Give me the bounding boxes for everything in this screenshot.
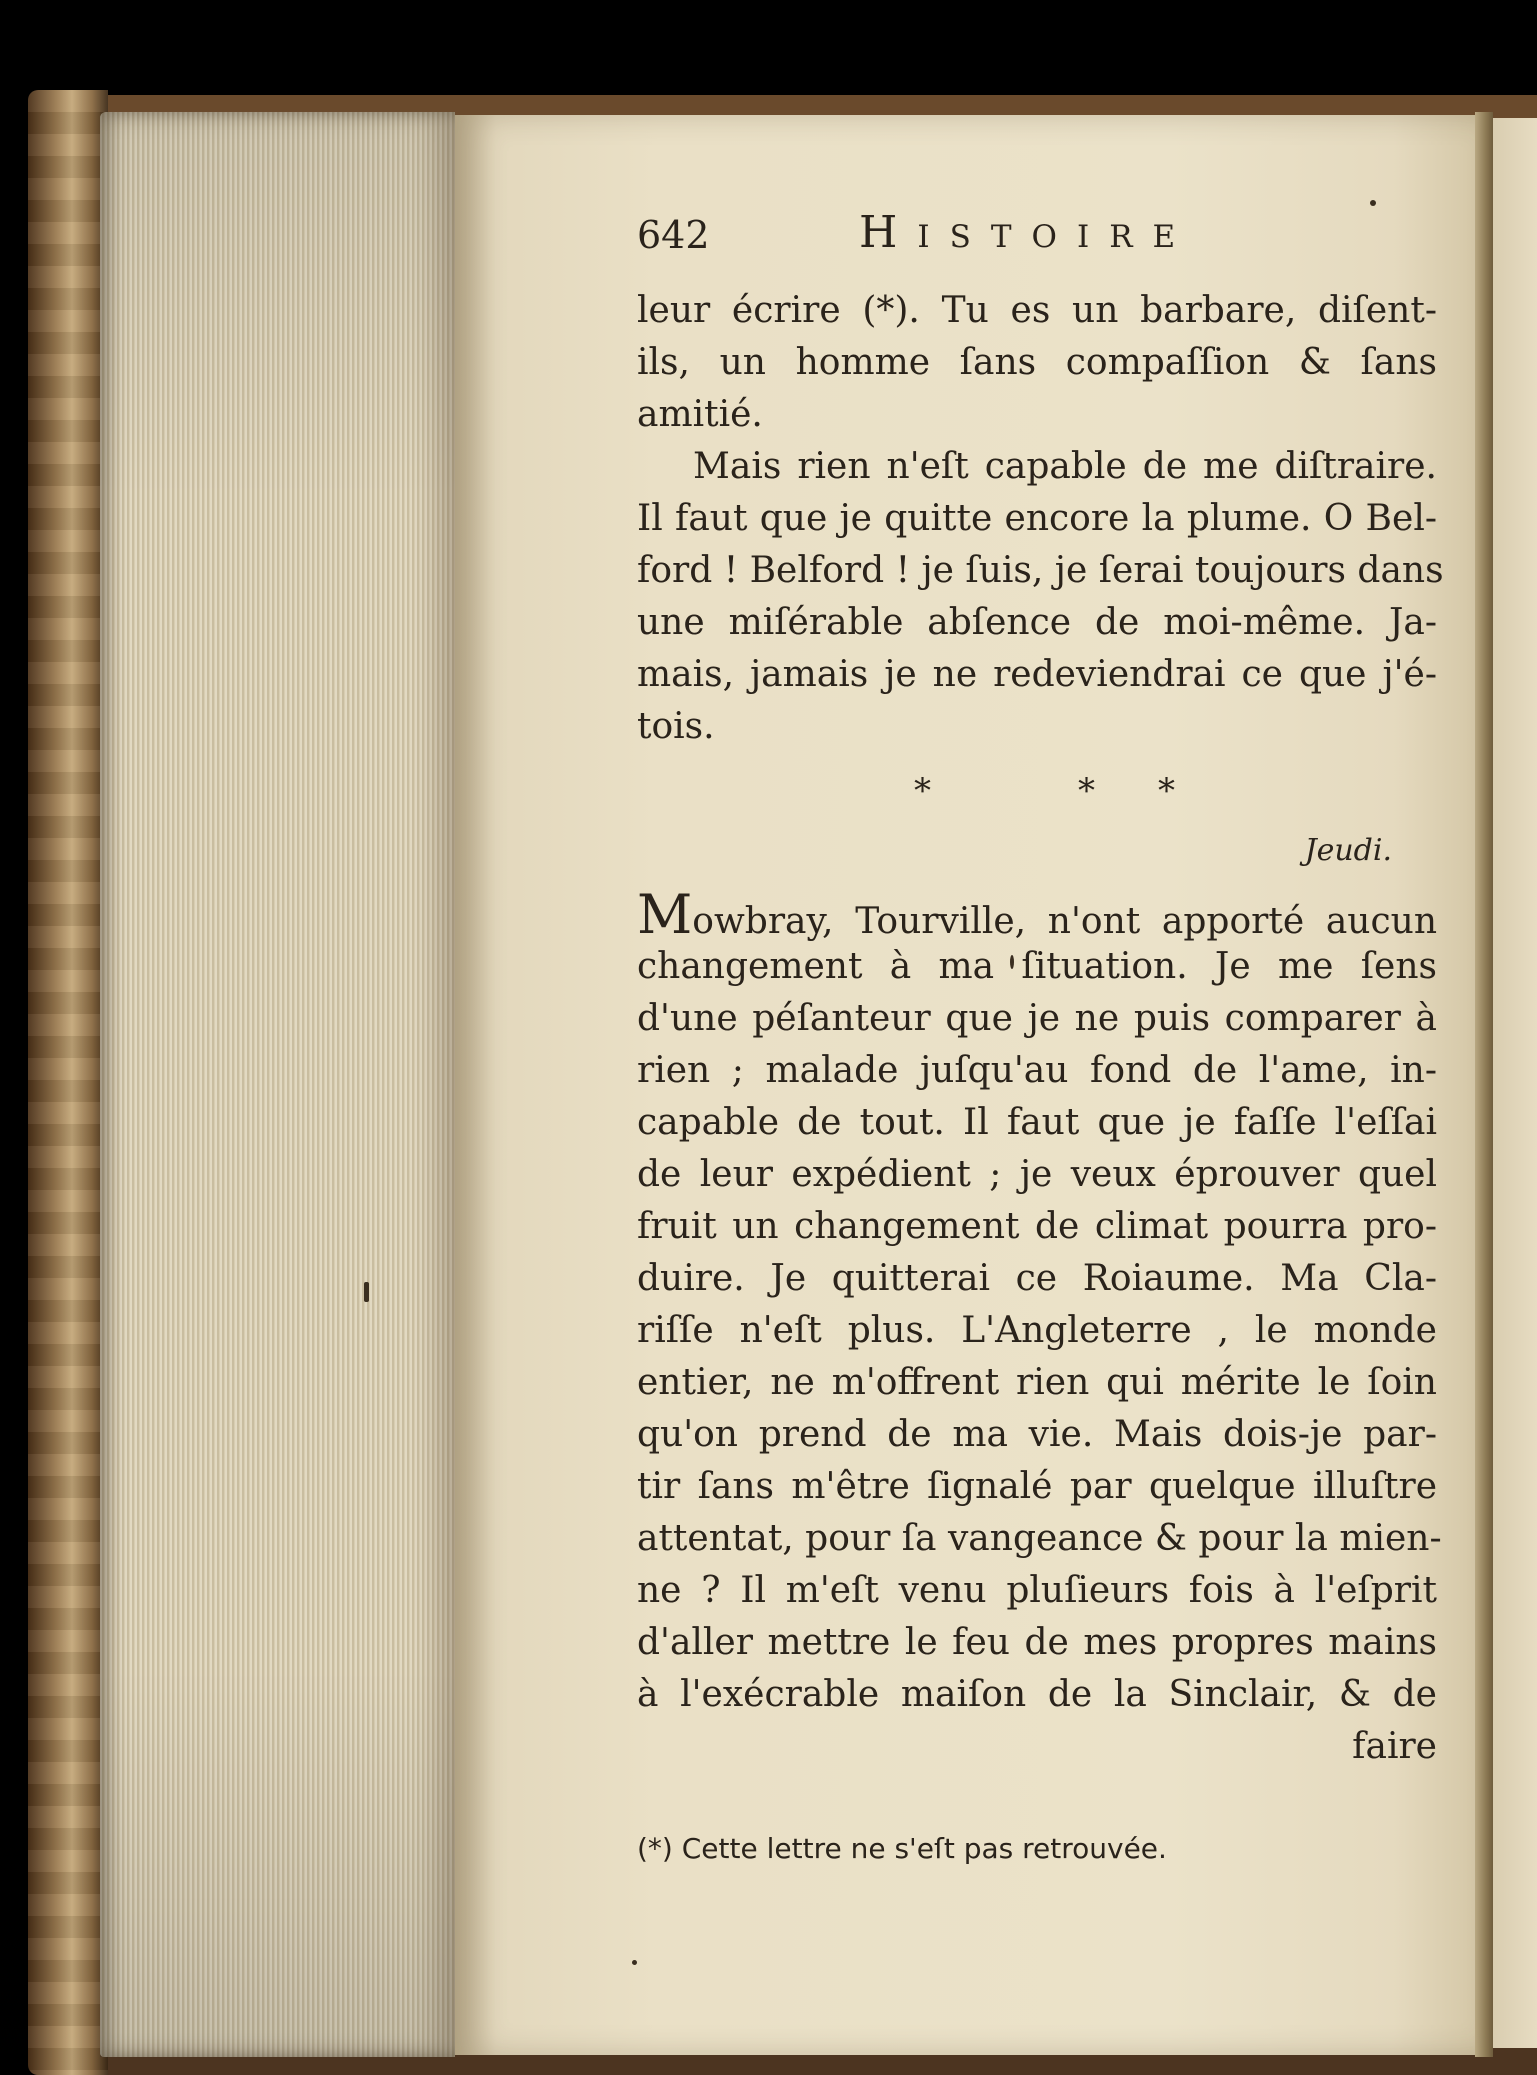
gutter-fold xyxy=(1475,112,1493,2057)
text-line: attentat, pour ſa vangeance & pour la mien- xyxy=(637,1518,1442,1559)
paragraph-2 xyxy=(637,441,1444,753)
page-edges-stack xyxy=(100,112,455,2057)
facing-page-edge xyxy=(1493,118,1537,2048)
text-line: rien ; malade juſqu'au fond de l'ame, in- xyxy=(637,1050,1437,1091)
foxing-spot xyxy=(632,1960,637,1965)
running-title: Histoire xyxy=(859,207,1196,258)
text-line: mais, jamais je ne redeviendrai ce que j'é- xyxy=(637,654,1437,695)
text-line: ils, un homme ſans compaſſion & ſans xyxy=(637,342,1437,383)
book-spine xyxy=(28,90,108,2075)
text-line: à l'exécrable maiſon de la Sinclair, & de xyxy=(637,1674,1437,1715)
footnote: (*) Cette lettre ne s'eſt pas retrouvée. xyxy=(637,1832,1167,1865)
paragraph-1 xyxy=(637,285,1437,441)
text-line-rest: owbray, Tourville, n'ont apporté aucun xyxy=(692,901,1437,942)
text-line: de leur expédient ; je veux éprouver quel xyxy=(637,1154,1437,1195)
page-text xyxy=(637,205,1444,1773)
asterisk: * xyxy=(914,771,931,811)
text-line: Il faut que je quitte encore la plume. O Bel- xyxy=(637,498,1437,539)
text-line: changement à ma ſituation. Je me ſens xyxy=(637,946,1437,987)
text-line: capable de tout. Il faut que je faſſe l'eſſai xyxy=(637,1102,1437,1143)
text-line: riſſe n'eſt plus. L'Angleterre , le monde xyxy=(637,1310,1437,1351)
text-line: duire. Je quitterai ce Roiaume. Ma Cla- xyxy=(637,1258,1437,1299)
running-head xyxy=(637,205,1437,265)
text-line: tir ſans m'être ſignalé par quelque illuſtre xyxy=(637,1466,1437,1507)
text-line: ford ! Belford ! je ſuis, je ſerai toujours dans xyxy=(637,550,1444,591)
text-line: amitié. xyxy=(637,394,763,435)
drop-cap: M xyxy=(637,883,693,946)
text-line: Mais rien n'eſt capable de me diſtraire. xyxy=(693,446,1437,487)
paragraph-3 xyxy=(637,883,1442,1773)
foxing-spot xyxy=(364,1282,369,1302)
date-label: Jeudi. xyxy=(1304,833,1392,868)
page-number: 642 xyxy=(637,213,710,257)
section-separator xyxy=(637,763,1437,823)
text-line xyxy=(637,883,1437,946)
text-line: tois. xyxy=(637,706,715,747)
text-line: leur écrire (*). Tu es un barbare, diſent- xyxy=(637,290,1437,331)
text-line: une miſérable abſence de moi-même. Ja- xyxy=(637,602,1437,643)
text-line: d'aller mettre le feu de mes propres mains xyxy=(637,1622,1437,1663)
text-line: entier, ne m'offrent rien qui mérite le ſoin xyxy=(637,1362,1437,1403)
text-line: fruit un changement de climat pourra pro- xyxy=(637,1206,1437,1247)
text-line: ne ? Il m'eſt venu pluſieurs fois à l'eſprit xyxy=(637,1570,1437,1611)
text-line: d'une péſanteur que je ne puis comparer à xyxy=(637,998,1437,1039)
text-line: qu'on prend de ma vie. Mais dois-je par- xyxy=(637,1414,1437,1455)
asterisk: * xyxy=(1078,771,1095,811)
date-heading xyxy=(637,823,1437,889)
asterisk: * xyxy=(1158,771,1175,811)
catchword: faire xyxy=(1352,1726,1437,1767)
